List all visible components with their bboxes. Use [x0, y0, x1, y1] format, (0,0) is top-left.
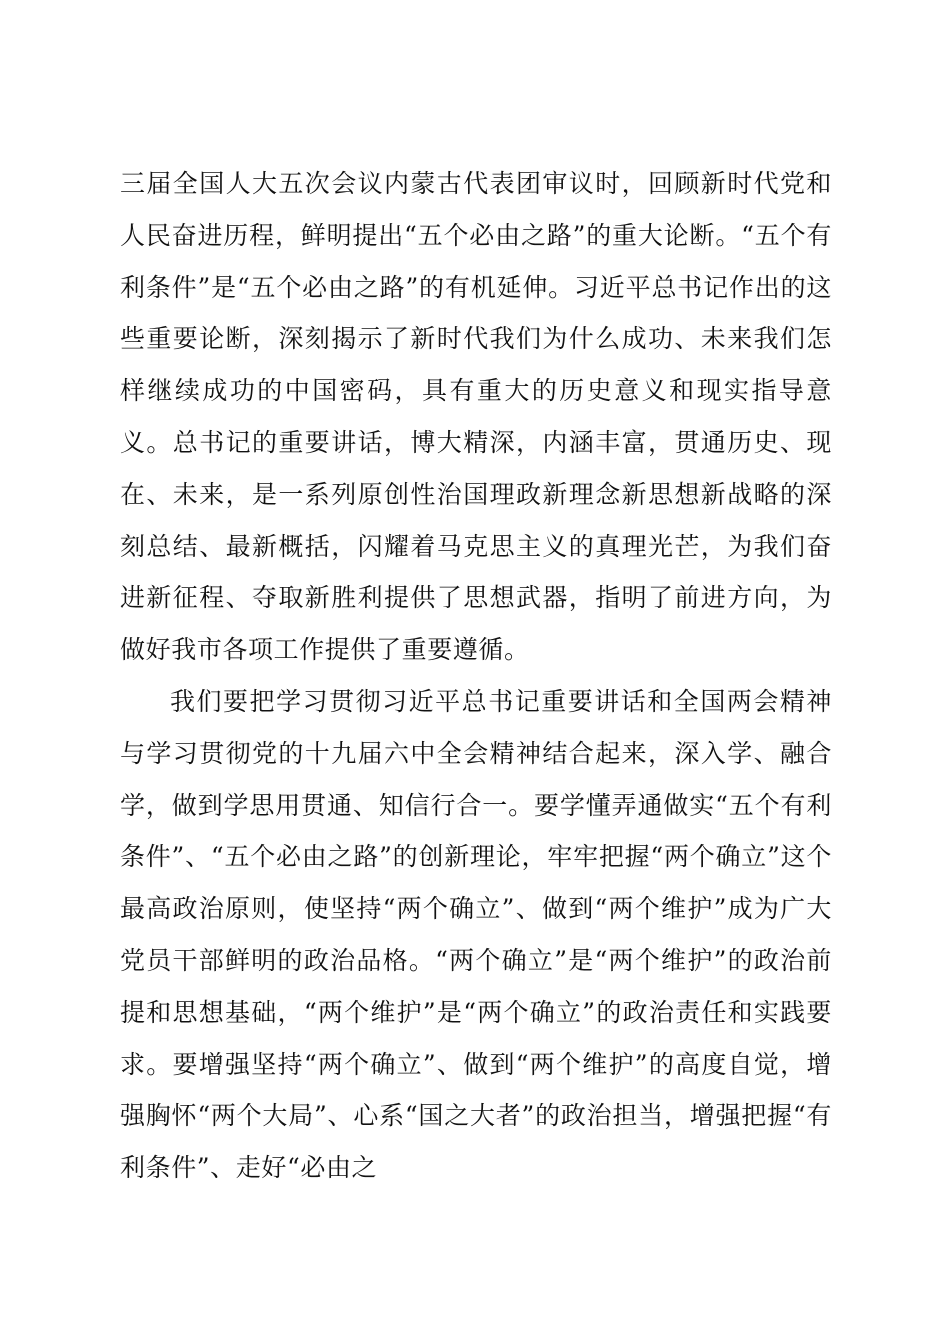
body-text	[120, 158, 832, 1194]
paragraph-study-implementation: 我们要把学习贯彻习近平总书记重要讲话和全国两会精神与学习贯彻党的十九届六中全会精神结合起来，深入学、融合学，做到学思用贯通、知信行合一。要学懂弄通做实“五个有利条件”、“五个必由之路”的创新理论，牢牢把握“两个确立”这个最高政治原则，使坚持“两个确立”、做到“两个维护”成为广大党员干部鲜明的政治品格。“两个确立”是“两个维护”的政治前提和思想基础，“两个维护”是“两个确立”的政治责任和实践要求。要增强坚持“两个确立”、做到“两个维护”的高度自觉，增强胸怀“两个大局”、心系“国之大者”的政治担当，增强把握“有利条件”、走好“必由之	[120, 686, 832, 1183]
paragraph-continuation: 三届全国人大五次会议内蒙古代表团审议时，回顾新时代党和人民奋进历程，鲜明提出“五个必由之路”的重大论断。“五个有利条件”是“五个必由之路”的有机延伸。习近平总书记作出的这些重要论断，深刻揭示了新时代我们为什么成功、未来我们怎样继续成功的中国密码，具有重大的历史意义和现实指导意义。总书记的重要讲话，博大精深，内涵丰富，贯通历史、现在、未来，是一系列原创性治国理政新理念新思想新战略的深刻总结、最新概括，闪耀着马克思主义的真理光芒，为我们奋进新征程、夺取新胜利提供了思想武器，指明了前进方向，为做好我市各项工作提供了重要遵循。	[120, 169, 832, 665]
